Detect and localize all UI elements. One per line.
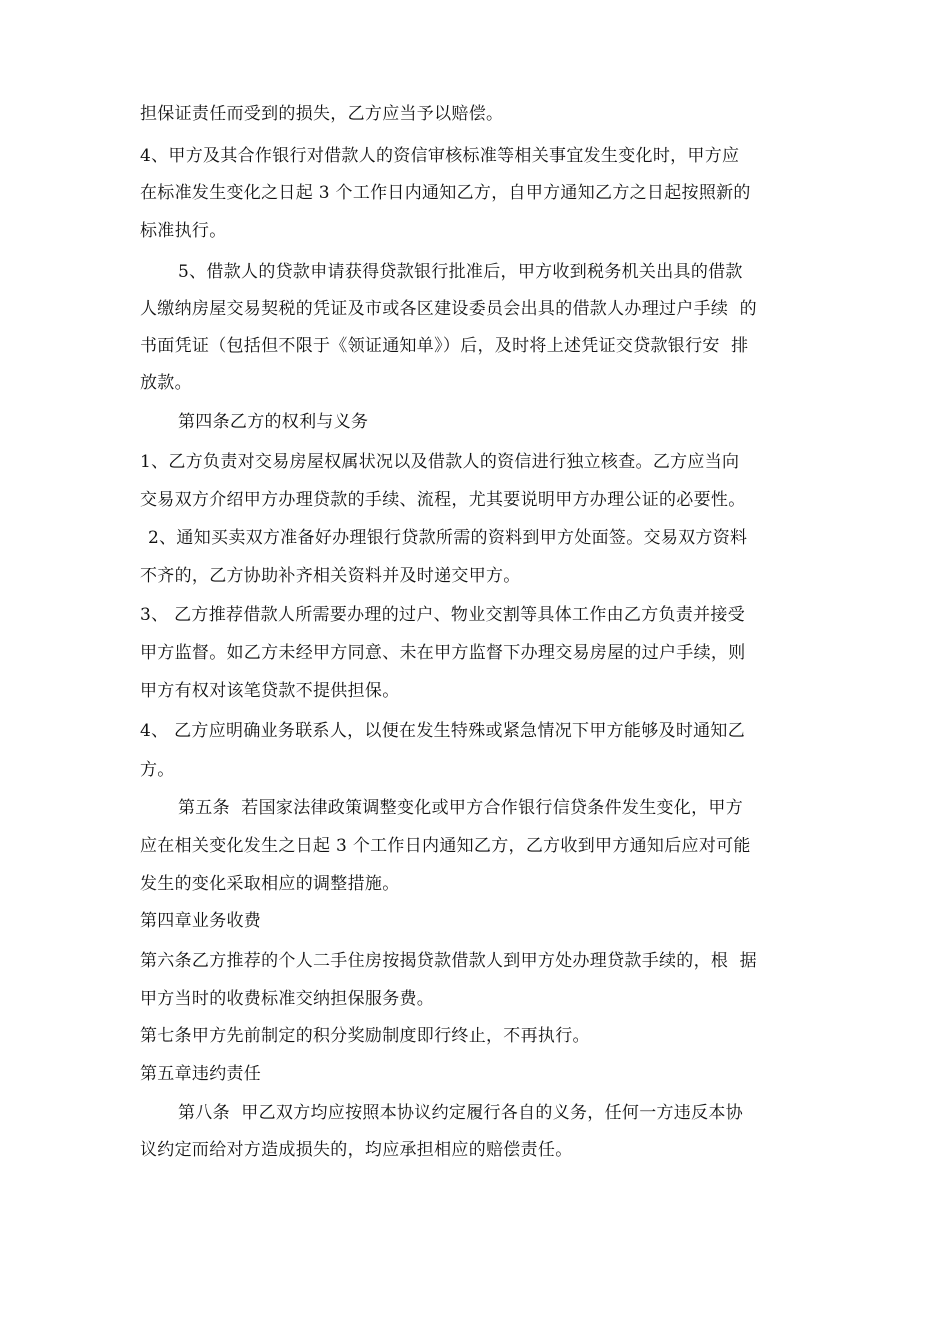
text-line: 发生的变化采取相应的调整措施。: [140, 874, 400, 894]
text-line: 在标准发生变化之日起 3 个工作日内通知乙方，自甲方通知乙方之日起按照新的: [140, 183, 751, 203]
text-line: 4、 乙方应明确业务联系人，以便在发生特殊或紧急情况下甲方能够及时通知乙: [140, 721, 746, 741]
text-line: 第六条乙方推荐的个人二手住房按揭贷款借款人到甲方处办理贷款手续的，根 据: [140, 951, 757, 971]
text-line: 议约定而给对方造成损失的，均应承担相应的赔偿责任。: [140, 1140, 573, 1160]
text-line: 人缴纳房屋交易契税的凭证及市或各区建设委员会出具的借款人办理过户手续 的: [140, 299, 757, 319]
text-line: 书面凭证（包括但不限于《领证通知单》）后，及时将上述凭证交贷款银行安 排: [140, 336, 749, 356]
text-line: 放款。: [140, 373, 192, 393]
text-line: 应在相关变化发生之日起 3 个工作日内通知乙方，乙方收到甲方通知后应对可能: [140, 836, 751, 856]
section-heading: 第四条乙方的权利与义务: [178, 412, 369, 432]
text-line: 标准执行。: [140, 221, 227, 241]
text-line: 甲方监督。如乙方未经甲方同意、未在甲方监督下办理交易房屋的过户手续，则: [140, 643, 746, 663]
text-line: 不齐的，乙方协助补齐相关资料并及时递交甲方。: [140, 566, 521, 586]
text-line: 甲方当时的收费标准交纳担保服务费。: [140, 989, 435, 1009]
text-line: 甲方有权对该笔贷款不提供担保。: [140, 681, 400, 701]
text-line: 5、借款人的贷款申请获得贷款银行批准后，甲方收到税务机关出具的借款: [178, 262, 743, 282]
text-line: 第五条 若国家法律政策调整变化或甲方合作银行信贷条件发生变化，甲方: [178, 798, 744, 818]
chapter-heading: 第四章业务收费: [140, 911, 262, 931]
text-line: 交易双方介绍甲方办理贷款的手续、流程，尤其要说明甲方办理公证的必要性。: [140, 490, 746, 510]
text-line: 4、甲方及其合作银行对借款人的资信审核标准等相关事宜发生变化时，甲方应: [140, 146, 740, 166]
text-line: 第八条 甲乙双方均应按照本协议约定履行各自的义务，任何一方违反本协: [178, 1103, 744, 1123]
text-line: 第七条甲方先前制定的积分奖励制度即行终止，不再执行。: [140, 1026, 590, 1046]
text-line: 担保证责任而受到的损失，乙方应当予以赔偿。: [140, 104, 504, 124]
text-line: 方。: [140, 760, 175, 780]
chapter-heading: 第五章违约责任: [140, 1064, 262, 1084]
text-line: 2、通知买卖双方准备好办理银行贷款所需的资料到甲方处面签。交易双方资料: [148, 528, 748, 548]
text-line: 3、 乙方推荐借款人所需要办理的过户、物业交割等具体工作由乙方负责并接受: [140, 605, 746, 625]
text-line: 1、乙方负责对交易房屋权属状况以及借款人的资信进行独立核查。乙方应当向: [140, 452, 740, 472]
